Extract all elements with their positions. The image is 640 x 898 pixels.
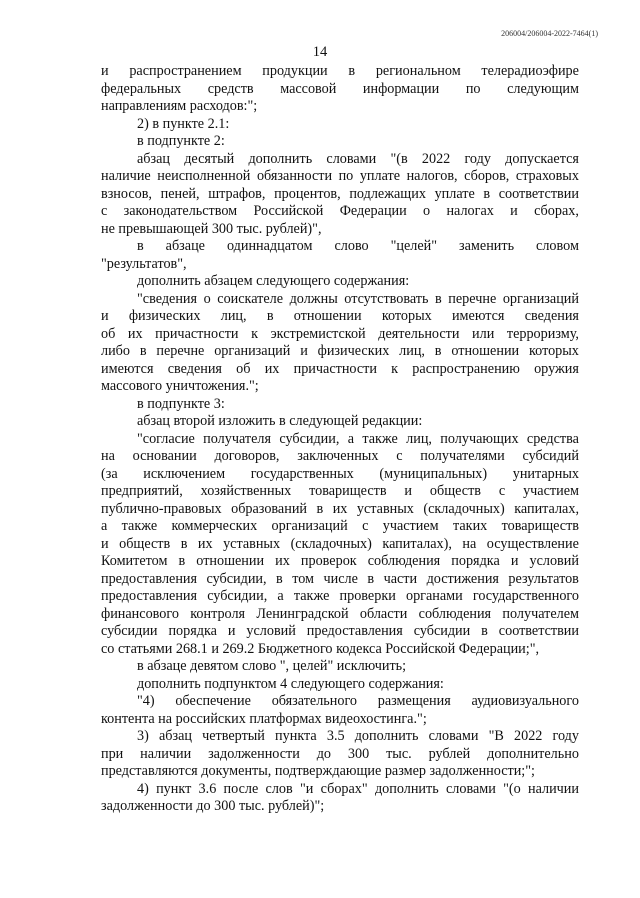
word: дополнительно <box>487 745 579 762</box>
word: и <box>227 623 236 639</box>
text-line: задолженности до 300 тыс. рублей)"; <box>101 798 325 814</box>
word: публично-правовых <box>101 500 222 517</box>
word: уставных <box>223 535 281 552</box>
text-line <box>101 238 579 256</box>
word: налогах <box>446 203 494 219</box>
text-line <box>101 361 579 379</box>
text-line <box>101 518 579 536</box>
word: Российской <box>253 203 324 219</box>
word: отношении <box>293 308 362 324</box>
text-line: контента на российских платформах видеохостинга."; <box>101 710 427 727</box>
word: взносов, <box>101 185 152 202</box>
word: уплате <box>359 168 401 184</box>
text-line: 2) в пункте 2.1: <box>137 115 230 132</box>
word: заключенных <box>297 448 379 464</box>
text-line <box>101 553 579 571</box>
text-line: абзац второй изложить в следующей редакции: <box>137 413 423 429</box>
word: размещения <box>377 693 451 709</box>
word: (муниципальных) <box>379 465 488 482</box>
text-line <box>101 746 579 764</box>
word: исключением <box>143 465 226 482</box>
word: (складочных) <box>423 500 505 517</box>
text-line <box>101 431 579 449</box>
word: и <box>101 63 109 79</box>
word: отсутствовать <box>344 290 429 307</box>
word: условий <box>529 553 579 569</box>
word: коммерческих <box>171 518 258 534</box>
word: товариществ <box>501 518 579 534</box>
word: неисполненной <box>157 168 251 184</box>
word: федеральных <box>101 80 182 97</box>
word: в <box>266 308 274 324</box>
word: телерадиоэфире <box>481 63 579 79</box>
text-line <box>101 466 579 484</box>
word: результатов <box>508 570 579 587</box>
word: 2022 <box>421 150 451 167</box>
word: году <box>552 728 579 744</box>
word: десятый <box>184 150 235 167</box>
word: дополнить <box>374 780 439 797</box>
word: сведения <box>167 360 222 377</box>
word: сборах" <box>320 780 368 797</box>
word: или <box>472 325 495 342</box>
word: в <box>139 343 147 359</box>
word: о <box>203 290 211 307</box>
word: заменить <box>459 238 515 254</box>
word: подлежащих <box>349 185 426 202</box>
word: в <box>180 535 188 552</box>
word: сборах, <box>534 203 579 219</box>
text-line <box>101 291 579 309</box>
word: таких <box>453 518 488 534</box>
text-line <box>101 571 579 589</box>
text-line <box>101 693 579 711</box>
word: сведения <box>524 308 579 324</box>
word: имеются <box>451 308 505 324</box>
word: аудиовизуального <box>471 693 579 709</box>
word: информации <box>362 80 440 97</box>
word: лиц, <box>399 343 425 359</box>
word: и <box>101 535 109 552</box>
word: одиннадцатом <box>226 238 313 254</box>
text-line <box>101 186 579 204</box>
word: также <box>362 430 398 447</box>
word: 4) <box>137 780 149 797</box>
word: дополнить <box>354 728 419 744</box>
word: которых <box>381 308 432 324</box>
word: получателем <box>502 605 579 622</box>
word: в <box>316 500 324 517</box>
word: части <box>383 570 418 587</box>
word: пункт <box>156 780 192 797</box>
word: налогов, <box>406 168 458 184</box>
word: 3.6 <box>198 780 217 797</box>
word: проверок <box>300 553 357 569</box>
text-line <box>101 326 579 344</box>
word: обязательного <box>271 693 357 709</box>
word: с <box>362 518 369 534</box>
word: предоставления <box>306 623 403 639</box>
word: деятельности <box>378 325 460 342</box>
word: а <box>347 430 355 447</box>
word: наличии <box>140 745 192 762</box>
word: в <box>483 185 491 202</box>
text-line <box>101 63 579 81</box>
word: государственного <box>472 588 579 604</box>
word: физических <box>128 308 201 324</box>
word: пеней, <box>160 185 200 202</box>
word: которых <box>528 343 579 359</box>
word: распространением <box>129 63 242 79</box>
word: причастности <box>293 360 377 377</box>
word: "и <box>299 780 314 797</box>
word: тыс. <box>386 745 412 762</box>
word: обществ <box>429 483 481 499</box>
word: организаций <box>214 343 291 359</box>
word: слов <box>265 780 293 797</box>
word: дополнить <box>248 150 313 167</box>
word: соискателе <box>217 290 284 307</box>
word: 2022 <box>514 728 543 744</box>
document-body <box>101 63 579 816</box>
word: их <box>197 535 213 552</box>
word: на <box>462 535 477 552</box>
text-line <box>101 623 579 641</box>
word: и <box>510 553 519 569</box>
word: перечне <box>156 343 205 359</box>
word: в <box>348 63 356 79</box>
word: до <box>316 745 332 762</box>
word: числе <box>323 570 358 587</box>
word: физических <box>317 343 390 359</box>
word: абзаце <box>165 238 205 254</box>
word: в <box>137 238 144 254</box>
word: области <box>359 605 408 622</box>
word: организаций <box>271 518 348 534</box>
word: также <box>121 518 158 534</box>
word: (складочных) <box>290 535 372 552</box>
word: в <box>435 290 442 307</box>
word: субсидии, <box>279 430 340 447</box>
text-line: представляются документы, подтверждающие размер задолженности;"; <box>101 763 535 779</box>
word: на <box>101 448 115 464</box>
text-line: дополнить абзацем следующего содержания: <box>137 273 410 289</box>
word: с <box>101 203 108 219</box>
word: условий <box>246 623 296 639</box>
word: наличии <box>527 780 579 797</box>
word: Комитетом <box>101 553 168 569</box>
word: законодательством <box>123 203 238 219</box>
text-line <box>101 501 579 519</box>
word: капиталах, <box>514 500 579 517</box>
word: уплате <box>434 185 475 202</box>
word: соответствии <box>498 623 579 639</box>
word: в <box>481 623 488 639</box>
word: том <box>292 570 315 587</box>
word: органами <box>405 588 463 604</box>
word: по <box>338 168 354 184</box>
text-line <box>101 483 579 501</box>
word: сборов, <box>464 168 510 184</box>
word: "(о <box>503 780 521 797</box>
word: соблюдения <box>367 553 441 569</box>
text-line <box>101 448 579 466</box>
word: процентов, <box>274 185 341 202</box>
word: получателя <box>203 430 272 447</box>
text-line <box>101 343 579 361</box>
word: "сведения <box>137 290 198 307</box>
word: следующим <box>507 80 579 97</box>
word: в <box>434 343 442 359</box>
word: отношении <box>196 553 265 569</box>
word: о <box>423 203 431 219</box>
word: региональном <box>375 63 461 79</box>
word: "согласие <box>137 430 195 447</box>
word: в <box>178 553 186 569</box>
word: обеспечение <box>175 693 251 709</box>
word: словами <box>326 150 377 167</box>
text-line <box>101 588 579 606</box>
word: унитарных <box>512 465 579 482</box>
text-line: направлениям расходов:"; <box>101 98 258 114</box>
word: должны <box>289 290 338 307</box>
text-line <box>101 536 579 554</box>
word: субсидий <box>522 448 579 464</box>
word: лиц, <box>220 308 247 324</box>
word: порядка <box>451 553 500 569</box>
word: Федерации <box>339 203 407 219</box>
word: порядка <box>168 623 217 639</box>
text-line: со статьями 268.1 и 269.2 Бюджетного кодекса Российской Федерации;", <box>101 640 540 657</box>
text-line: в подпункте 2: <box>137 133 225 149</box>
word: оружия <box>534 360 579 377</box>
word: терроризму, <box>506 325 579 342</box>
word: соблюдения <box>418 605 492 622</box>
word: при <box>101 745 124 762</box>
word: в <box>367 570 375 587</box>
text-line: дополнить подпунктом 4 следующего содержания: <box>137 675 444 692</box>
word: слово <box>334 238 369 254</box>
word: капиталах), <box>382 535 452 552</box>
text-line: не превышающей 300 тыс. рублей)", <box>101 220 322 237</box>
text-line <box>101 151 579 169</box>
word: получателями <box>420 448 505 464</box>
word: достижения <box>426 570 499 587</box>
word: предприятий, <box>101 483 183 499</box>
word: абзац <box>158 728 192 744</box>
word: и <box>510 203 518 219</box>
word: либо <box>101 343 130 359</box>
word: средства <box>526 430 579 447</box>
word: словами <box>428 728 479 744</box>
word: и <box>404 483 412 499</box>
word: к <box>391 360 399 377</box>
word: абзац <box>137 150 171 167</box>
word: предоставления <box>101 570 198 587</box>
word: задолженности <box>208 745 300 762</box>
text-line: в подпункте 3: <box>137 395 225 412</box>
word: участием <box>382 518 439 534</box>
word: с <box>498 483 506 499</box>
word: предоставления <box>101 588 198 604</box>
word: 3.5 <box>326 728 345 744</box>
word: основании <box>132 448 197 464</box>
word: по <box>465 80 481 97</box>
page-number: 14 <box>312 44 328 60</box>
word: государственных <box>250 465 354 482</box>
word: страховых <box>515 168 579 184</box>
text-line <box>101 781 579 799</box>
word: их <box>275 553 290 569</box>
word: их <box>127 325 143 342</box>
word: словами <box>445 780 496 797</box>
word: субсидии <box>101 623 158 639</box>
word: субсидии, <box>206 570 267 587</box>
word: и <box>101 308 109 324</box>
word: контроля <box>190 605 246 622</box>
word: перечне <box>448 290 497 307</box>
word: их <box>264 360 280 377</box>
document-id: 206004/206004-2022-7464(1) <box>501 29 598 38</box>
word: об <box>101 325 116 342</box>
word: об <box>236 360 251 377</box>
word: рублей <box>428 745 471 762</box>
word: "В <box>488 728 504 744</box>
word: участием <box>523 483 579 499</box>
word: наличие <box>101 168 151 184</box>
word: после <box>223 780 259 797</box>
word: (за <box>101 465 118 482</box>
word: массовой <box>280 80 337 97</box>
word: хозяйственных <box>200 483 292 499</box>
word: и <box>300 343 308 359</box>
word: их <box>332 500 348 517</box>
word: финансового <box>101 605 179 622</box>
word: а <box>101 518 108 534</box>
word: Ленинградской <box>256 605 349 622</box>
text-line: массового уничтожения."; <box>101 378 259 394</box>
word: отношении <box>451 343 520 359</box>
word: "целей" <box>390 238 438 254</box>
word: уставных <box>356 500 414 517</box>
word: в <box>276 570 283 587</box>
word: четвертый <box>202 728 265 744</box>
text-line: в абзаце девятом слово ", целей" исключить; <box>137 658 407 674</box>
word: распространению <box>412 360 520 377</box>
word: проверки <box>339 588 396 604</box>
word: к <box>251 325 258 342</box>
word: штрафов, <box>208 185 266 202</box>
word: пункта <box>275 728 317 744</box>
word: 3) <box>137 728 149 744</box>
word: имеются <box>101 360 154 377</box>
word: субсидии, <box>207 588 268 604</box>
text-line <box>101 606 579 624</box>
word: 300 <box>347 745 370 762</box>
word: лиц, <box>406 430 432 447</box>
word: получающих <box>440 430 519 447</box>
word: причастности <box>155 325 239 342</box>
word: продукции <box>262 63 328 79</box>
word: с <box>396 448 403 464</box>
word: соответствии <box>498 185 579 202</box>
word: экстремистской <box>270 325 366 342</box>
word: словом <box>536 238 579 254</box>
word: обязанности <box>256 168 333 184</box>
text-line <box>101 168 579 186</box>
word: договоров, <box>214 448 280 464</box>
word: "(в <box>390 150 408 167</box>
word: "4) <box>137 693 155 709</box>
word: образований <box>231 500 307 517</box>
word: году <box>464 150 491 167</box>
word: допускается <box>505 150 579 167</box>
word: обществ <box>119 535 171 552</box>
word: товариществ <box>309 483 387 499</box>
word: а <box>277 588 284 604</box>
text-line: "результатов", <box>101 255 187 272</box>
word: также <box>293 588 330 604</box>
text-line <box>101 81 579 99</box>
text-line <box>101 728 579 746</box>
word: средств <box>207 80 254 97</box>
text-line <box>101 203 579 221</box>
text-line <box>101 308 579 326</box>
word: осуществление <box>486 535 579 552</box>
word: организаций <box>502 290 579 307</box>
word: субсидии <box>413 623 471 639</box>
